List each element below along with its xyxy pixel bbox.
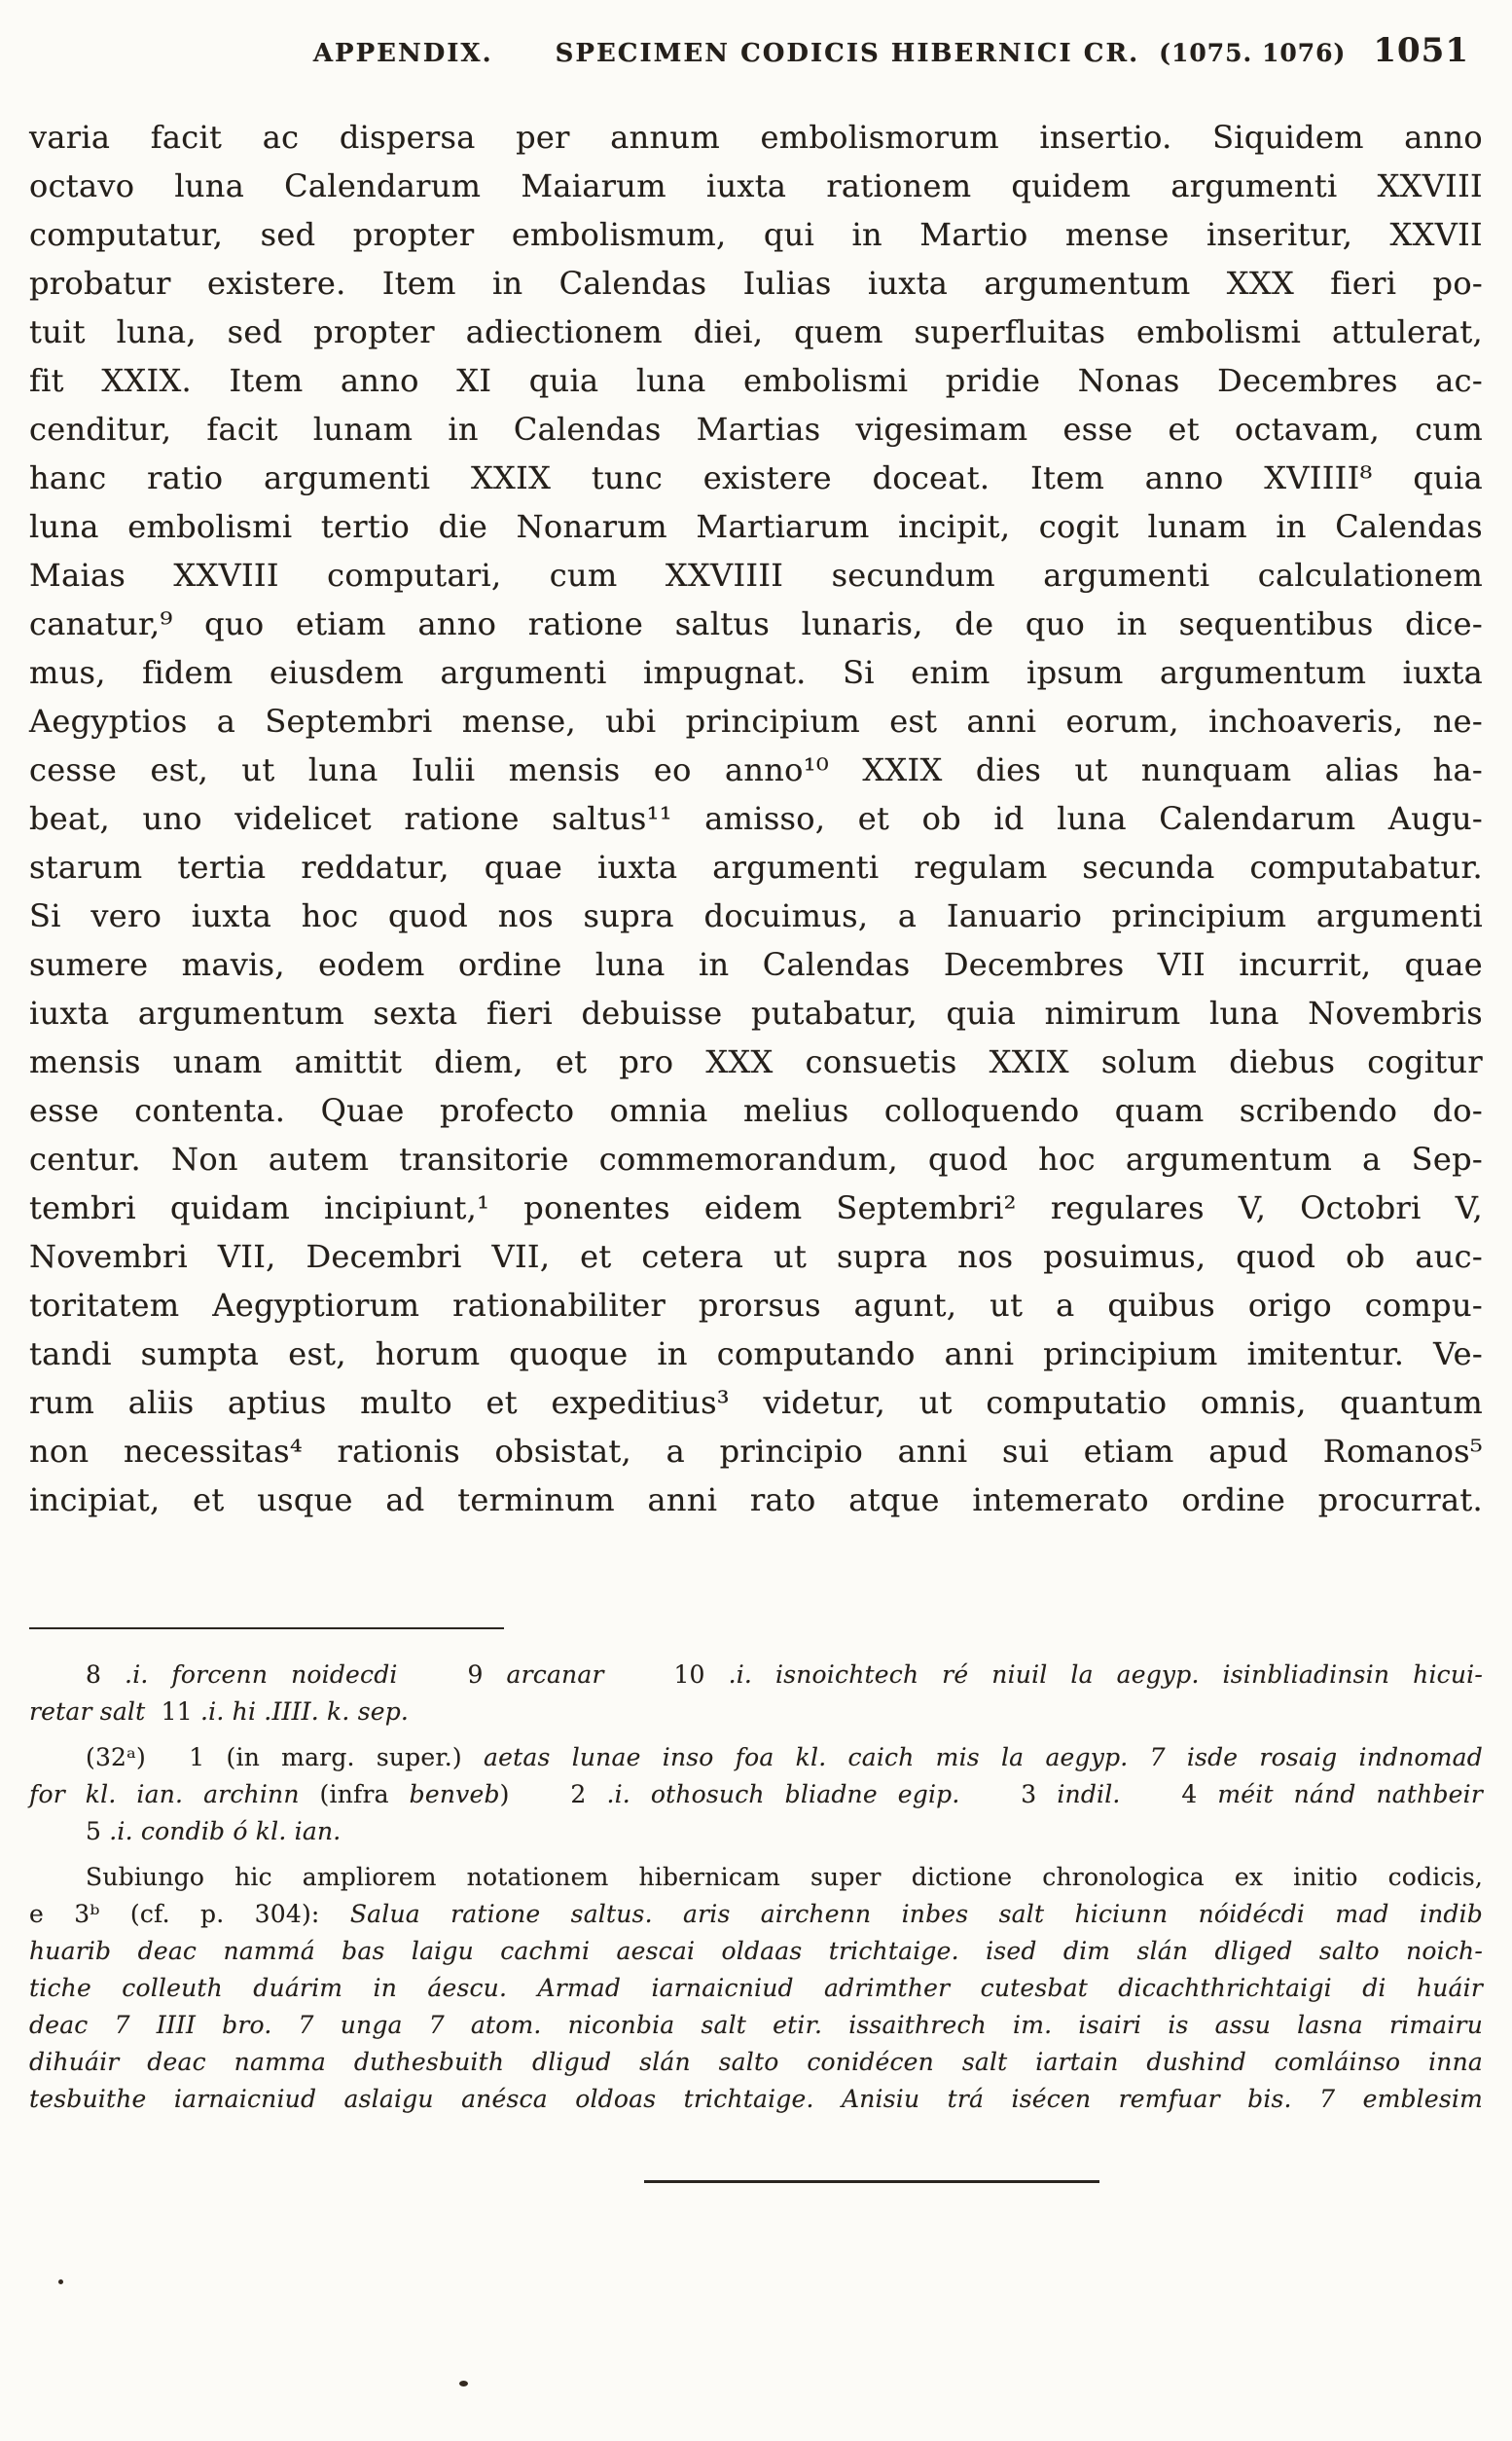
text-line xyxy=(29,1970,1483,2007)
irish-gloss-text: aetas lunae inso foa kl. caich mis la aegyp. 7 isde rosaig indnomad xyxy=(484,1743,1483,1771)
text-line xyxy=(29,210,1483,259)
text-line xyxy=(29,892,1483,940)
latin-text: tuit luna, sed propter adiectionem diei, quem superfluitas embolismi attulerat, xyxy=(29,313,1483,350)
latin-text: canatur,⁹ quo etiam anno ratione saltus lunaris, de quo in sequentibus dice- xyxy=(29,605,1483,642)
latin-text: Aegyptios a Septembri mense, ubi principium est anni eorum, inchoaveris, ne- xyxy=(29,703,1483,740)
irish-gloss-text: arcanar xyxy=(506,1660,604,1689)
irish-gloss-text: for kl. ian. archinn xyxy=(29,1780,320,1808)
latin-text: incipiat, et usque ad terminum anni rato atque intemerato ordine procurrat. xyxy=(29,1481,1483,1518)
latin-text: 10 xyxy=(603,1660,729,1689)
text-line xyxy=(29,1813,1483,1850)
header-appendix-label: APPENDIX. xyxy=(312,39,493,68)
text-line xyxy=(29,1038,1483,1086)
text-line xyxy=(29,405,1483,454)
latin-text: rum aliis aptius multo et expeditius³ videtur, ut computatio omnis, quantum xyxy=(29,1384,1483,1421)
latin-text: probatur existere. Item in Calendas Iulias iuxta argumentum XXX fieri po- xyxy=(29,265,1483,302)
latin-text: iuxta argumentum sexta fieri debuisse putabatur, quia nimirum luna Novembris xyxy=(29,995,1483,1032)
text-line xyxy=(29,308,1483,356)
irish-gloss-text: retar salt xyxy=(29,1697,146,1726)
latin-text: 5 xyxy=(86,1817,110,1845)
text-line xyxy=(29,2044,1483,2081)
text-line xyxy=(29,746,1483,794)
latin-text: starum tertia reddatur, quae iuxta argumenti regulam secunda computabatur. xyxy=(29,849,1483,886)
irish-gloss-text: .i. hi .IIII. k. sep. xyxy=(200,1697,410,1726)
latin-text: non necessitas⁴ rationis obsistat, a principio anni sui etiam apud Romanos⁵ xyxy=(29,1433,1483,1470)
text-line xyxy=(29,1184,1483,1232)
footnote-folio-32a-notes xyxy=(29,1739,1483,1850)
latin-text: toritatem Aegyptiorum rationabiliter prorsus agunt, ut a quibus origo compu- xyxy=(29,1287,1483,1324)
latin-text: (32ᵃ) 1 (in marg. super.) xyxy=(86,1743,485,1771)
latin-text: sumere mavis, eodem ordine luna in Calendas Decembres VII incurrit, quae xyxy=(29,946,1483,983)
text-line xyxy=(29,1933,1483,1970)
scan-artifact xyxy=(459,2381,468,2386)
latin-text: 8 xyxy=(86,1660,126,1689)
text-line xyxy=(29,843,1483,892)
irish-gloss-text: Salua ratione saltus. aris airchenn inbes salt hiciunn nóidécdi mad indib xyxy=(349,1900,1483,1928)
irish-gloss-text: .i. isnoichtech ré niuil la aegyp. isinbliadinsin hicui- xyxy=(728,1660,1483,1689)
latin-text: 4 xyxy=(1120,1780,1218,1808)
irish-gloss-text: .i. othosuch bliadne egip. xyxy=(606,1780,960,1808)
text-line xyxy=(29,1694,1483,1731)
text-line xyxy=(29,1378,1483,1427)
latin-text: Novembri VII, Decembri VII, et cetera ut supra nos posuimus, quod ob auc- xyxy=(29,1238,1483,1275)
running-header xyxy=(0,31,1469,70)
latin-text: 9 xyxy=(397,1660,507,1689)
latin-text: esse contenta. Quae profecto omnia melius colloquendo quam scribendo do- xyxy=(29,1092,1483,1129)
main-text-block xyxy=(29,113,1483,1524)
scan-artifact xyxy=(58,2279,63,2284)
text-line xyxy=(29,1086,1483,1135)
header-page-number: 1051 xyxy=(1373,31,1469,70)
irish-gloss-text: huarib deac nammá bas laigu cachmi aescai oldaas trichtaige. ised dim slán dliged salto noich- xyxy=(29,1937,1483,1965)
header-folio-ref: (1075. 1076) xyxy=(1159,39,1347,67)
text-line xyxy=(29,2007,1483,2044)
latin-text: beat, uno videlicet ratione saltus¹¹ amisso, et ob id luna Calendarum Augu- xyxy=(29,800,1483,837)
latin-text: luna embolismi tertio die Nonarum Martiarum incipit, cogit lunam in Calendas xyxy=(29,508,1483,545)
latin-text: fit XXIX. Item anno XI quia luna embolismi pridie Nonas Decembres ac- xyxy=(29,362,1483,399)
footnote-gloss-notes xyxy=(29,1657,1483,1731)
text-line xyxy=(29,356,1483,405)
text-line xyxy=(29,1739,1483,1776)
text-line xyxy=(29,1232,1483,1281)
text-line xyxy=(29,1330,1483,1378)
text-line xyxy=(29,1657,1483,1694)
footnotes-section xyxy=(29,1657,1483,2127)
text-line xyxy=(29,502,1483,551)
irish-gloss-text: indil. xyxy=(1057,1780,1121,1808)
text-line xyxy=(29,454,1483,502)
latin-text: cenditur, facit lunam in Calendas Martias vigesimam esse et octavam, cum xyxy=(29,411,1483,448)
latin-text: mensis unam amittit diem, et pro XXX consuetis XXIX solum diebus cogitur xyxy=(29,1043,1483,1080)
latin-text: centur. Non autem transitorie commemorandum, quod hoc argumentum a Sep- xyxy=(29,1141,1483,1178)
latin-text: 11 xyxy=(145,1697,201,1726)
latin-text: (infra xyxy=(319,1780,410,1808)
latin-text: tandi sumpta est, horum quoque in computando anni principium imitentur. Ve- xyxy=(29,1335,1483,1372)
latin-text: mus, fidem eiusdem argumenti impugnat. Si enim ipsum argumentum iuxta xyxy=(29,654,1483,691)
text-line xyxy=(29,259,1483,308)
text-line xyxy=(29,551,1483,600)
latin-text: octavo luna Calendarum Maiarum iuxta rationem quidem argumenti XXVIII xyxy=(29,167,1483,204)
footnote-separator-rule xyxy=(29,1627,504,1629)
latin-text: 3 xyxy=(959,1780,1058,1808)
latin-text: hanc ratio argumenti XXIX tunc existere doceat. Item anno XVIIII⁸ quia xyxy=(29,459,1483,496)
text-line xyxy=(29,648,1483,697)
latin-text: e 3ᵇ (cf. p. 304): xyxy=(29,1900,350,1928)
text-line xyxy=(29,1281,1483,1330)
text-line xyxy=(29,794,1483,843)
text-line xyxy=(29,1427,1483,1476)
text-line xyxy=(29,1776,1483,1813)
irish-gloss-text: méit nánd nathbeir xyxy=(1217,1780,1484,1808)
latin-text: Maias XXVIII computari, cum XXVIIII secundum argumenti calculationem xyxy=(29,557,1483,594)
latin-text: ) 2 xyxy=(499,1780,607,1808)
latin-text: cesse est, ut luna Iulii mensis eo anno¹⁰ XXIX dies ut nunquam alias ha- xyxy=(29,751,1483,788)
irish-gloss-text: tiche colleuth duárim in áescu. Armad iarnaicniud adrimther cutesbat dicachthrichtaigi di huáir xyxy=(29,1974,1483,2002)
irish-gloss-text: tesbuithe iarnaicniud aslaigu anésca oldoas trichtaige. Anisiu trá isécen remfuar bis. 7 emblesim xyxy=(29,2085,1483,2113)
irish-gloss-text: deac 7 IIII bro. 7 unga 7 atom. niconbia salt etir. issaithrech im. isairi is assu lasna rimairu xyxy=(29,2011,1483,2039)
text-line xyxy=(29,1896,1483,1933)
text-line xyxy=(29,1859,1483,1896)
text-line xyxy=(29,2081,1483,2118)
editorial-note xyxy=(29,1859,1483,2118)
irish-gloss-text: .i. forcenn noidecdi xyxy=(125,1660,398,1689)
latin-text: Subiungo hic ampliorem notationem hibernicam super dictione chronologica ex initio codicis, xyxy=(86,1863,1483,1891)
latin-text: Si vero iuxta hoc quod nos supra docuimus, a Ianuario principium argumenti xyxy=(29,897,1483,934)
text-line xyxy=(29,1135,1483,1184)
header-title: SPECIMEN CODICIS HIBERNICI CR. xyxy=(555,39,1140,68)
text-line xyxy=(29,989,1483,1038)
irish-gloss-text: dihuáir deac namma duthesbuith dligud slán salto conidécen salt iartain dushind comláinso inna xyxy=(29,2048,1483,2076)
text-line xyxy=(29,113,1483,162)
irish-gloss-text: benveb xyxy=(409,1780,500,1808)
text-line xyxy=(29,600,1483,648)
section-divider-rule xyxy=(644,2180,1099,2183)
irish-gloss-text: .i. condib ó kl. ian. xyxy=(109,1817,342,1845)
latin-text: varia facit ac dispersa per annum embolismorum insertio. Siquidem anno xyxy=(29,119,1483,156)
text-line xyxy=(29,1476,1483,1524)
latin-text: computatur, sed propter embolismum, qui in Martio mense inseritur, XXVII xyxy=(29,216,1483,253)
latin-text: tembri quidam incipiunt,¹ ponentes eidem Septembri² regulares V, Octobri V, xyxy=(29,1189,1483,1226)
text-line xyxy=(29,940,1483,989)
text-line xyxy=(29,697,1483,746)
text-line xyxy=(29,162,1483,210)
